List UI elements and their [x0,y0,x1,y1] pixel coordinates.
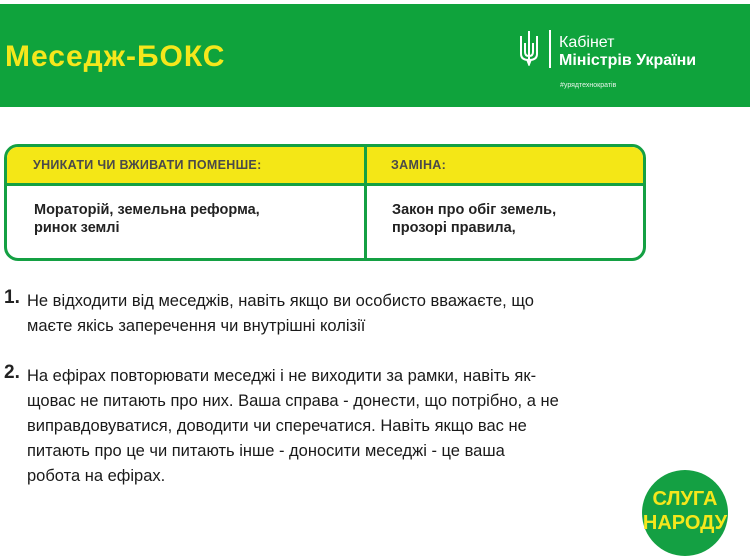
cell-avoid-line1: Мораторій, земельна реформа, [34,202,260,218]
item-line: Не відходити від меседжів, навіть якщо ви особисто вважаєте, що [27,292,534,310]
gov-name-line1: Кабінет [559,34,615,51]
item-line: щовас не питають про них. Ваша справа - донести, що потрібно, а не [27,392,559,410]
item-line: маєте якісь заперечення чи внутрішні колізії [27,317,366,335]
cell-avoid-line2: ринок землі [34,220,120,236]
logo-divider [549,30,551,68]
party-logo [642,470,728,556]
party-logo-line1: СЛУГА [652,488,718,510]
item-line: питають про це чи питають інше - доносити меседжі - це ваша [27,442,505,460]
item-line: виправдовуватися, доводити чи сперечатися. Навіть якщо вас не [27,417,527,435]
header-banner [0,4,750,107]
column-divider [364,147,367,258]
item-number: 2. [4,362,20,383]
item-text [27,289,657,339]
header-avoid: УНИКАТИ ЧИ ВЖИВАТИ ПОМЕНШЕ: [33,158,262,172]
cell-replacement-line2: прозорі правила, [392,220,516,236]
page-title: Меседж-БОКС [5,40,226,73]
gov-name-line2: Міністрів України [559,52,697,69]
trident-icon [518,30,540,66]
item-line: робота на ефірах. [27,467,166,485]
item-line: На ефірах повторювати меседжі і не виходити за рамки, навіть як- [27,367,537,385]
party-logo-line2: НАРОДУ [642,512,728,534]
cell-replacement [392,201,637,237]
cell-replacement-line1: Закон про обіг земель, [392,202,557,218]
hashtag: #урядтехнократів [560,82,617,89]
header-replacement: ЗАМІНА: [391,158,447,172]
item-text [27,364,657,489]
item-number: 1. [4,287,20,308]
message-table [4,144,646,261]
cell-avoid [34,201,354,237]
